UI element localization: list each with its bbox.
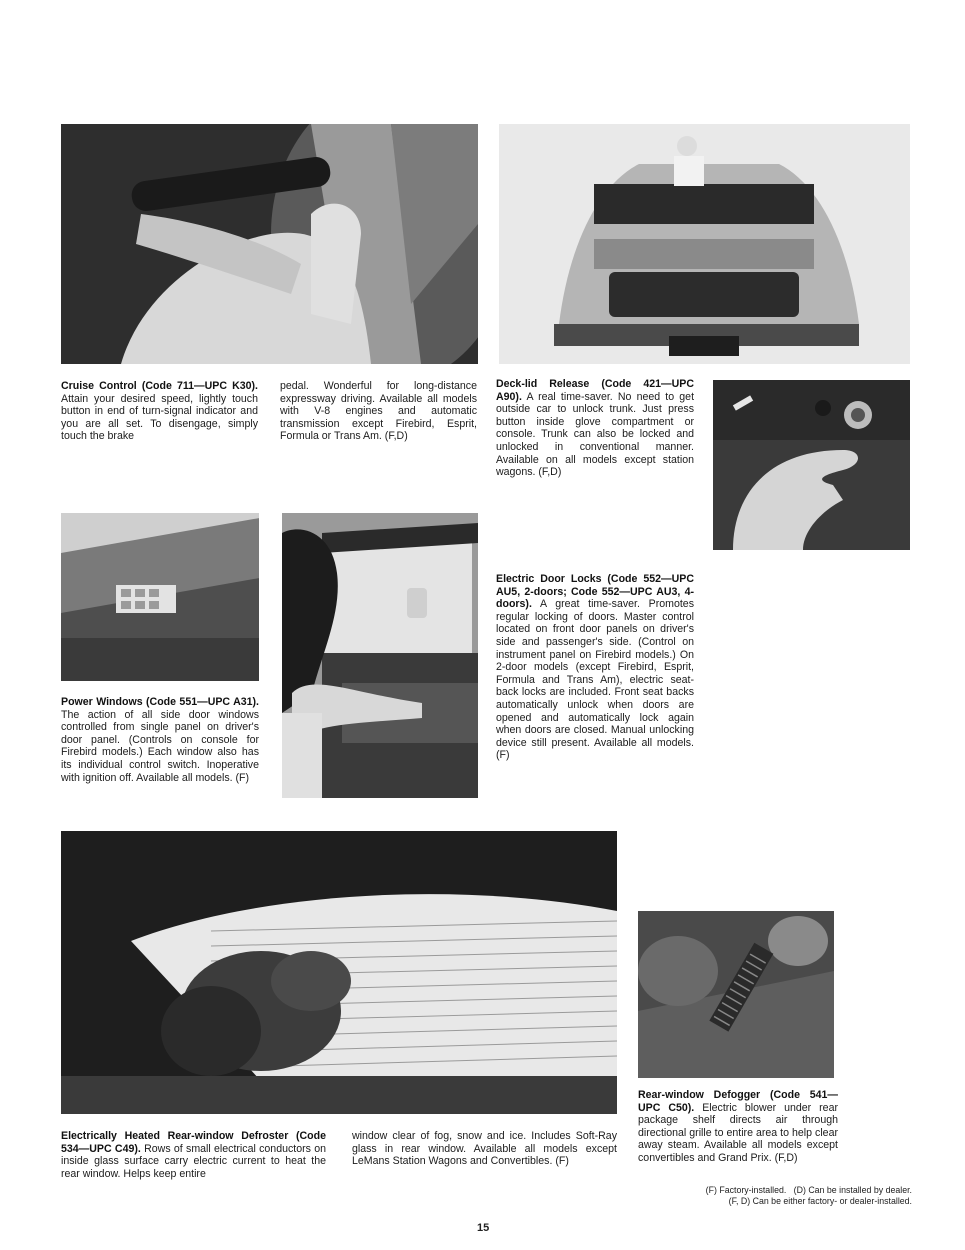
- defroster-text-cont: [352, 1130, 617, 1168]
- power-windows-text: [61, 696, 259, 784]
- power-windows-heading: Power Windows (Code 551—UPC A31).: [61, 696, 259, 708]
- installation-legend: [600, 1185, 912, 1207]
- decklid-text: [496, 378, 694, 479]
- decklid-button-photo: [713, 380, 910, 550]
- cruise-control-text-cont: [280, 380, 477, 443]
- defroster-heading: Electrically Heated Rear-window Defroster (Code 534—UPC C49).: [61, 1130, 326, 1155]
- decklid-body: A real time-saver. No need to get outside car to unlock trunk. Just press button inside glove compartment or console. Trunk can also be locked and unlocked in conventional manner. Available on all models except station wagons. (F,D): [496, 390, 695, 479]
- door-locks-body: A great time-saver. Promotes regular locking of doors. Master control located on front door panels on driver's side and passenger's side. (Control on instrument panel on Firebird models.) On 2-door models (except Firebird, Esprit, Formula and Trans Am), electric seat-back locks are included. Front seat backs automatically unlock when doors are opened and automatically lock again when doors are closed. Manual unlocking device still present. Available all models. (F): [496, 598, 694, 762]
- legend-line-2: (F, D) Can be either factory- or dealer-installed.: [728, 1196, 912, 1206]
- defogger-heading: Rear-window Defogger (Code 541—UPC C50).: [638, 1089, 838, 1114]
- door-locks-text: [496, 573, 694, 762]
- defroster-body: Rows of small electrical conductors on inside glass surface carry electric current to heat the rear window. Helps keep entire: [61, 1142, 326, 1180]
- legend-line-1: (F) Factory-installed. (D) Can be installed by dealer.: [705, 1185, 912, 1195]
- door-locks-photo: [282, 513, 478, 798]
- decklid-heading: Deck-lid Release (Code 421—UPC A90).: [496, 378, 694, 403]
- power-windows-photo: [61, 513, 259, 681]
- cruise-control-body-cont: pedal. Wonderful for long-distance expressway driving. Available all models with V-8 engines and automatic transmission except Firebird, Esprit, Formula or Trans Am. (F,D): [280, 380, 477, 443]
- cruise-control-photo: [61, 124, 478, 364]
- cruise-control-text: [61, 380, 258, 443]
- cruise-control-body: Attain your desired speed, lightly touch button in end of turn-signal indicator and you are all set. To disengage, simply touch the brake: [61, 392, 258, 443]
- decklid-car-photo: [499, 124, 910, 364]
- cruise-control-heading: Cruise Control (Code 711—UPC K30).: [61, 380, 258, 392]
- defroster-photo: [61, 831, 617, 1114]
- door-locks-heading: Electric Door Locks (Code 552—UPC AU5, 2-doors; Code 552—UPC AU3, 4-doors).: [496, 573, 694, 611]
- page-number: 15: [477, 1222, 490, 1234]
- defogger-body: Electric blower under rear package shelf directs air through directional grille to entire area to help clear away steam. Available all models except convertibles and Grand Prix. (F,D): [638, 1101, 838, 1164]
- defroster-body-cont: window clear of fog, snow and ice. Includes Soft-Ray glass in rear window. Available all models except LeMans Station Wagons and Convertibles. (F): [352, 1130, 617, 1168]
- defogger-text: [638, 1089, 838, 1165]
- power-windows-body: The action of all side door windows controlled from single panel on driver's door panel. (Controls on console for Firebird models.) Each window also has its individual control switch. Inoperative with ignition off. Available all models. (F): [61, 708, 259, 784]
- defogger-photo: [638, 911, 834, 1078]
- defroster-text: [61, 1130, 326, 1180]
